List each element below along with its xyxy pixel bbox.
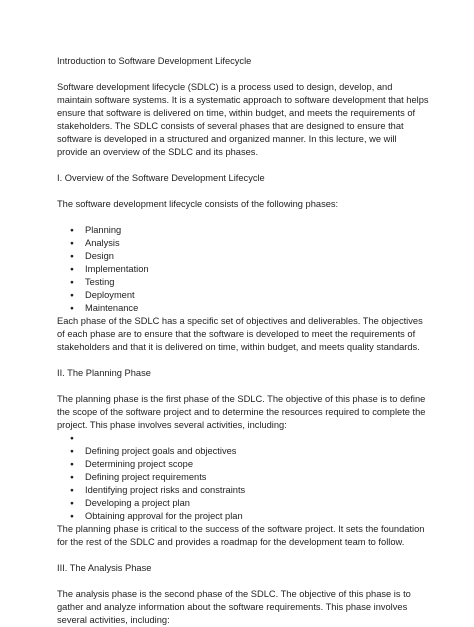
list-item: ● Testing [57,276,429,289]
spacer [57,354,429,367]
overview-closing: Each phase of the SDLC has a specific set of objectives and deliverables. The objectives of each phase are to ensure that the software is developed to meet the requirements of stakeholders and that it is delivered on time, within budget, and meets quality standards. [57,316,423,352]
list-item: ● Analysis [57,237,429,250]
planning-closing: The planning phase is critical to the success of the software project. It sets the foundation for the rest of the SDLC and provides a roadmap for the development team to follow. [57,524,425,547]
section-heading-analysis: III. The Analysis Phase [57,563,152,573]
spacer [57,185,429,198]
section-heading-planning: II. The Planning Phase [57,368,151,378]
document-page [57,55,429,627]
overview-lead: The software development lifecycle consists of the following phases: [57,199,339,209]
spacer [57,211,429,224]
spacer [57,159,429,172]
list-item: ● Defining project requirements [57,471,429,484]
phase-list [57,224,429,315]
intro-paragraph: Software development lifecycle (SDLC) is a process used to design, develop, and maintain software systems. It is a systematic approach to software development that helps ensure that software is delivered on time, within budget, and meets the requirements of stakeholders. The SDLC consists of several phases that are designed to ensure that software is developed in a structured and organized manner. In this lecture, we will provide an overview of the SDLC and its phases. [57,82,429,157]
list-item: ● Implementation [57,263,429,276]
planning-lead: The planning phase is the first phase of the SDLC. The objective of this phase is to define the scope of the software project and to determine the resources required to complete the project. This phase involves several activities, including: [57,394,426,430]
list-item: ● Defining project goals and objectives [57,445,429,458]
list-item [57,432,429,445]
list-item: ● Planning [57,224,429,237]
section-heading-overview: I. Overview of the Software Development Lifecycle [57,173,265,183]
analysis-lead: The analysis phase is the second phase of the SDLC. The objective of this phase is to gather and analyze information about the software requirements. This phase involves several activities, including: [57,589,411,625]
spacer [57,549,429,562]
spacer [57,68,429,81]
planning-activity-list [57,432,429,523]
spacer [57,575,429,588]
list-item: ● Deployment [57,289,429,302]
list-item: ● Identifying project risks and constraints [57,484,429,497]
list-item: ● Design [57,250,429,263]
list-item: ● Obtaining approval for the project plan [57,510,429,523]
spacer [57,380,429,393]
list-item: ● Determining project scope [57,458,429,471]
list-item: ● Developing a project plan [57,497,429,510]
document-title: Introduction to Software Development Lifecycle [57,56,252,66]
list-item: ● Maintenance [57,302,429,315]
